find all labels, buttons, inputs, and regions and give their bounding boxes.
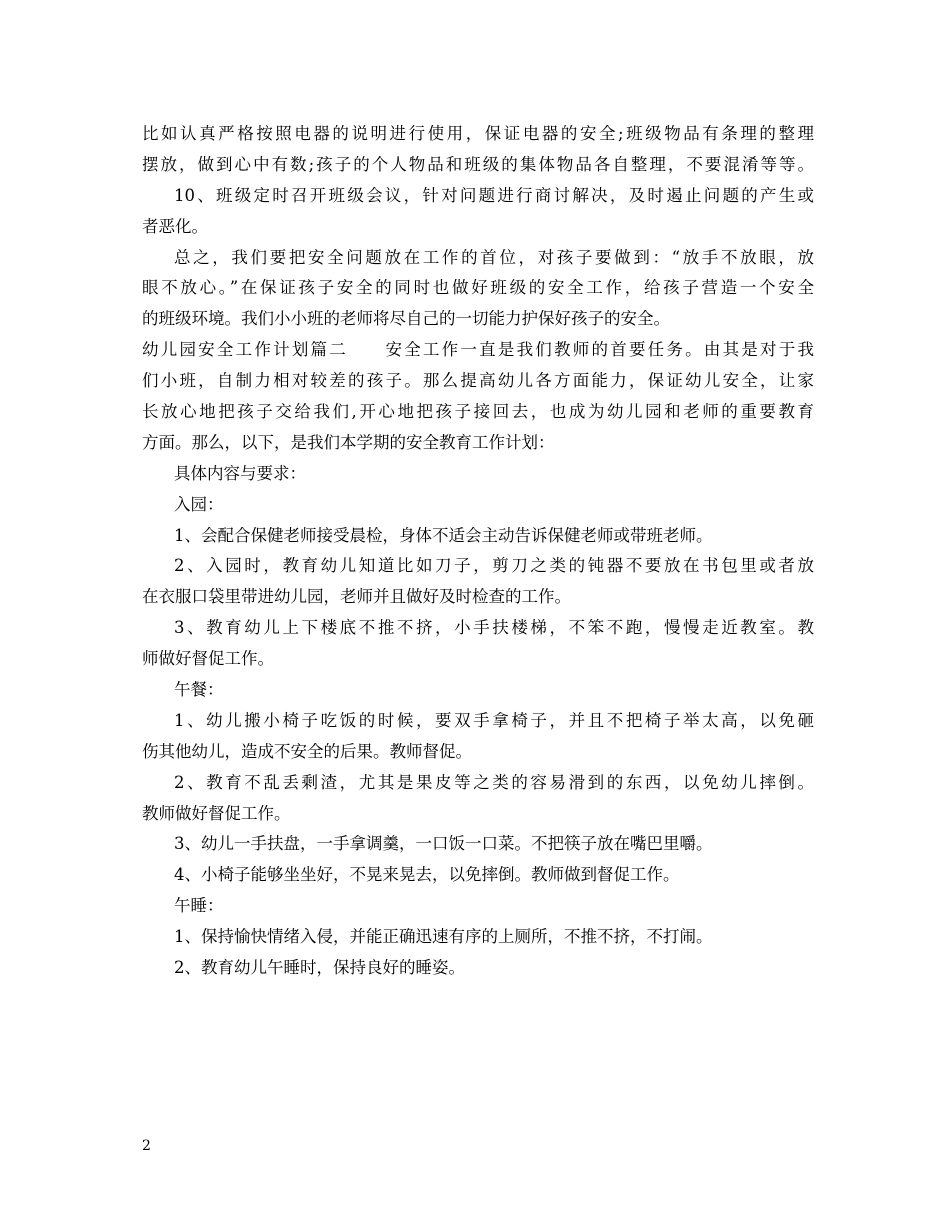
text-line: 伤其他幼儿，造成不安全的后果。教师督促。 [142, 741, 472, 761]
text-line: 的班级环境。我们小小班的老师将尽自己的一切能力护保好孩子的安全。 [142, 309, 670, 329]
text-line: 4、小椅子能够坐坐好，不晃来晃去，以免摔倒。教师做到督促工作。 [174, 865, 680, 885]
text-line: 午餐： [174, 680, 224, 700]
text-line: 具体内容与要求： [174, 463, 306, 483]
text-line: 师做好督促工作。 [142, 649, 274, 669]
text-line: 2、入园时，教育幼儿知道比如刀子，剪刀之类的钝器不要放在书包里或者放 [174, 556, 814, 576]
text-line: 在衣服口袋里带进幼儿园，老师并且做好及时检查的工作。 [142, 587, 571, 607]
text-line: 们小班，自制力相对较差的孩子。那么提高幼儿各方面能力，保证幼儿安全，让家 [142, 371, 814, 391]
text-line: 教师做好督促工作。 [142, 803, 291, 823]
text-line: 2、教育幼儿午睡时，保持良好的睡姿。 [174, 958, 465, 978]
text-line: 2、教育不乱丢剩渣，尤其是果皮等之类的容易滑到的东西，以免幼儿摔倒。 [174, 772, 814, 792]
text-line: 1、会配合保健老师接受晨检，身体不适会主动告诉保健老师或带班老师。 [174, 525, 713, 545]
text-line: 10、班级定时召开班级会议，针对问题进行商讨解决，及时遏止问题的产生或 [174, 185, 814, 205]
text-line: 幼儿园安全工作计划篇二 安全工作一直是我们教师的首要任务。由其是对于我 [142, 340, 814, 360]
page-number: 2 [142, 1138, 151, 1154]
text-line: 1、保持愉快情绪入侵，并能正确迅速有序的上厕所，不推不挤，不打闹。 [174, 927, 713, 947]
text-line: 入园： [174, 494, 224, 514]
text-line: 眼不放心。”在保证孩子安全的同时也做好班级的安全工作，给孩子营造一个安全 [142, 278, 814, 298]
text-line: 方面。那么，以下，是我们本学期的安全教育工作计划： [142, 432, 555, 452]
document-body [142, 119, 814, 984]
text-line: 3、幼儿一手扶盘，一手拿调羹，一口饭一口菜。不把筷子放在嘴巴里嚼。 [174, 834, 713, 854]
text-line: 者恶化。 [142, 216, 208, 236]
text-line: 长放心地把孩子交给我们,开心地把孩子接回去，也成为幼儿园和老师的重要教育 [142, 402, 814, 422]
text-line: 1、幼儿搬小椅子吃饭的时候，要双手拿椅子，并且不把椅子举太高，以免砸 [174, 710, 814, 730]
text-line: 摆放，做到心中有数;孩子的个人物品和班级的集体物品各自整理，不要混淆等等。 [142, 154, 814, 174]
text-line: 比如认真严格按照电器的说明进行使用，保证电器的安全;班级物品有条理的整理 [142, 124, 814, 143]
text-line: 午睡： [174, 896, 224, 916]
text-line: 总之，我们要把安全问题放在工作的首位，对孩子要做到：“放手不放眼，放 [174, 247, 814, 267]
text-line: 3、教育幼儿上下楼底不推不挤，小手扶楼梯，不笨不跑，慢慢走近教室。教 [174, 618, 814, 638]
